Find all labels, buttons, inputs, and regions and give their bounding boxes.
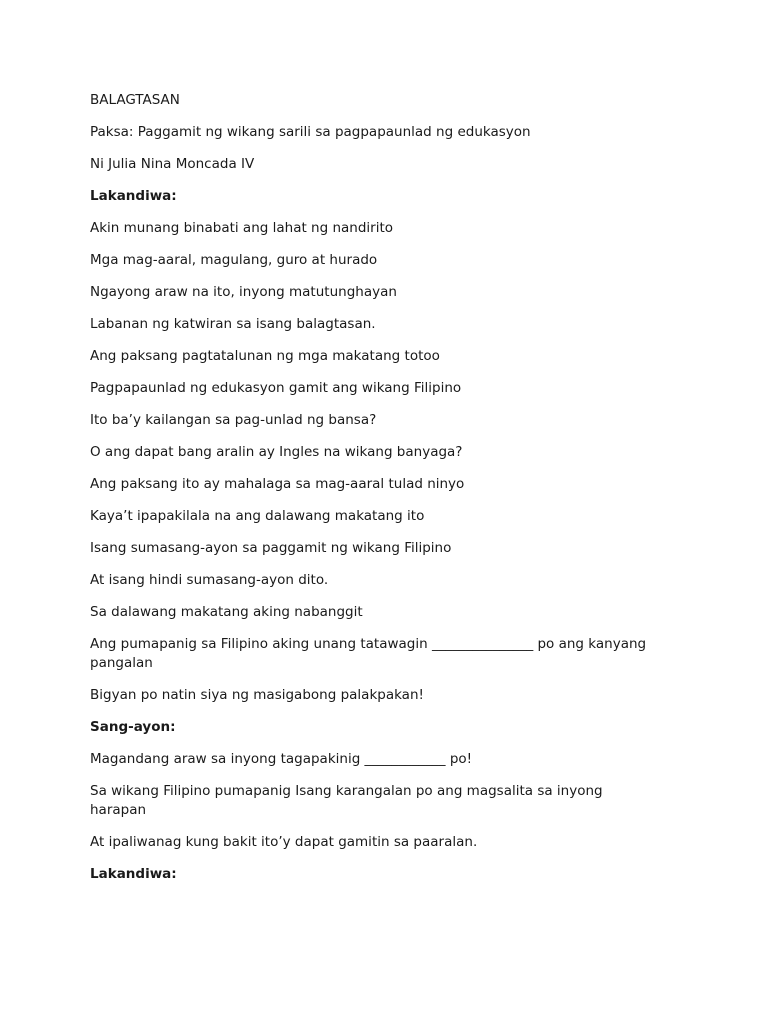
verse-line: At isang hindi sumasang-ayon dito. (90, 572, 329, 588)
document-topic: Paksa: Paggamit ng wikang sarili sa pagpapaunlad ng edukasyon (90, 124, 531, 140)
verse-line: Ang paksang pagtatalunan ng mga makatang totoo (90, 348, 440, 364)
verse-line: Isang sumasang-ayon sa paggamit ng wikang Filipino (90, 540, 452, 556)
document-title: BALAGTASAN (90, 92, 180, 108)
speaker-label: Sang-ayon: (90, 719, 176, 735)
verse-line: Sa wikang Filipino pumapanig Isang karangalan po ang magsalita sa inyong harapan (90, 783, 603, 818)
verse-line: Bigyan po natin siya ng masigabong palakpakan! (90, 687, 424, 703)
verse-line: Akin munang binabati ang lahat ng nandirito (90, 220, 394, 236)
verse-line: Ito ba’y kailangan sa pag-unlad ng bansa? (90, 412, 377, 428)
document-author: Ni Julia Nina Moncada IV (90, 156, 255, 172)
verse-line: Ang pumapanig sa Filipino aking unang tatawagin _______________ po ang kanyang pangalan (90, 636, 647, 671)
verse-line: Sa dalawang makatang aking nabanggit (90, 604, 363, 620)
verse-line: Ang paksang ito ay mahalaga sa mag-aaral tulad ninyo (90, 476, 465, 492)
verse-line: Mga mag-aaral, magulang, guro at hurado (90, 252, 378, 268)
verse-line: Pagpapaunlad ng edukasyon gamit ang wikang Filipino (90, 380, 462, 396)
document-page (90, 91, 650, 897)
verse-line: O ang dapat bang aralin ay Ingles na wikang banyaga? (90, 444, 463, 460)
verse-lines (90, 187, 650, 884)
verse-line: Magandang araw sa inyong tagapakinig ____________ po! (90, 751, 473, 767)
verse-line: At ipaliwanag kung bakit ito’y dapat gamitin sa paaralan. (90, 834, 478, 850)
speaker-label: Lakandiwa: (90, 866, 177, 882)
verse-line: Kaya’t ipapakilala na ang dalawang makatang ito (90, 508, 425, 524)
speaker-label: Lakandiwa: (90, 188, 177, 204)
verse-line: Labanan ng katwiran sa isang balagtasan. (90, 316, 376, 332)
verse-line: Ngayong araw na ito, inyong matutunghayan (90, 284, 397, 300)
